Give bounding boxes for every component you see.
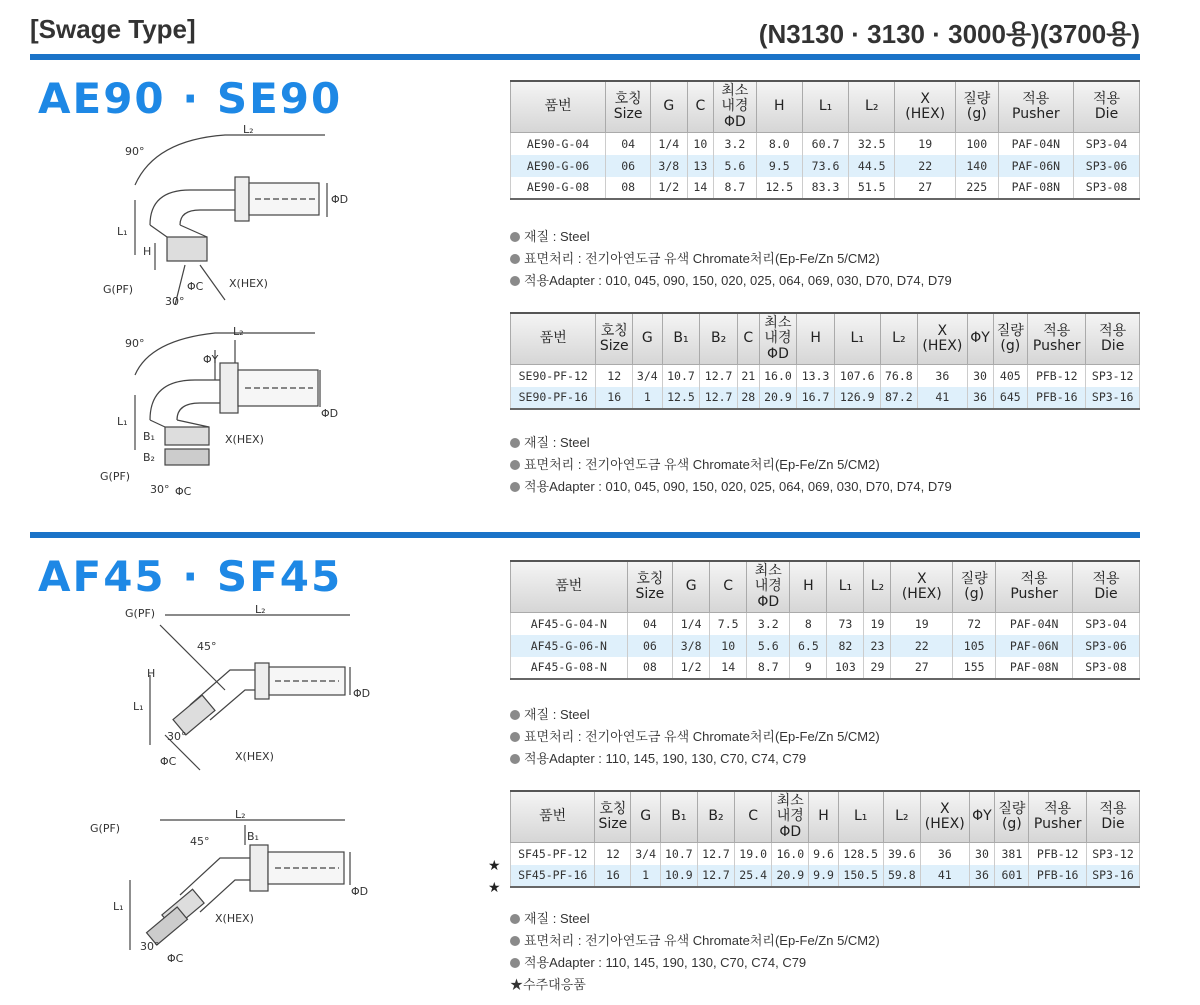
note-surface: 표면처리 : 전기아연도금 유색 Chromate처리(Ep-Fe/Zn 5/CM2) [510, 454, 952, 476]
column-header: 질량 (g) [953, 561, 996, 613]
label-h: H [147, 667, 156, 680]
note-adapter: 적용Adapter : 110, 145, 190, 130, C70, C74, C79 [510, 748, 880, 770]
table-cell: SP3-08 [1073, 657, 1140, 679]
label-phi-c: ΦC [167, 952, 184, 965]
compatibility-label: (N3130 · 3130 · 3000용)(3700용) [758, 19, 1140, 49]
column-header: C [737, 313, 759, 365]
label-g-pf: G(PF) [103, 283, 134, 296]
table-cell: 107.6 [834, 365, 880, 387]
table-cell: AE90-G-06 [511, 155, 606, 177]
table-cell: 10.7 [662, 365, 700, 387]
table-row [511, 657, 1140, 679]
label-x-hex: X(HEX) [229, 277, 268, 290]
column-header: 질량 (g) [956, 81, 999, 133]
table-cell: 82 [827, 635, 864, 657]
note-adapter: 적용Adapter : 010, 045, 090, 150, 020, 025, 064, 069, 030, D70, D74, D79 [510, 476, 952, 498]
table-cell: 5.6 [714, 155, 757, 177]
table-cell: 29 [864, 657, 891, 679]
table-cell: 30 [969, 843, 995, 865]
bullet-icon [510, 254, 520, 264]
table-cell: 3/8 [673, 635, 710, 657]
column-header: L₂ [880, 313, 918, 365]
label-x-hex: X(HEX) [225, 433, 264, 446]
table-cell: 12.5 [756, 177, 802, 199]
bullet-icon [510, 754, 520, 764]
table-cell: 12 [595, 843, 631, 865]
table-cell: PAF-06N [996, 635, 1073, 657]
table-cell: PAF-06N [998, 155, 1074, 177]
note-material: 재질 : Steel [510, 704, 880, 726]
table-cell: 12.7 [700, 387, 738, 409]
table-cell: 73.6 [802, 155, 848, 177]
table-row [511, 613, 1140, 635]
table-cell: 28 [737, 387, 759, 409]
table-cell: 25.4 [735, 865, 772, 887]
column-header: G [631, 791, 660, 843]
column-header: 호칭 Size [595, 791, 631, 843]
table-cell: SP3-04 [1073, 613, 1140, 635]
table-cell: 1/2 [673, 657, 710, 679]
table-cell: 41 [920, 865, 969, 887]
section-divider [30, 54, 1140, 60]
table-cell: 83.3 [802, 177, 848, 199]
sf45-spec-table [510, 790, 1140, 888]
table-cell: 21 [737, 365, 759, 387]
table-row [511, 155, 1140, 177]
column-header: 적용 Die [1074, 81, 1140, 133]
column-header: B₂ [700, 313, 738, 365]
column-header: X (HEX) [918, 313, 967, 365]
table-cell: 10 [710, 635, 747, 657]
note-surface: 표면처리 : 전기아연도금 유색 Chromate처리(Ep-Fe/Zn 5/CM2) [510, 248, 952, 270]
table-cell: 20.9 [759, 387, 797, 409]
column-header: 호칭 Size [596, 313, 633, 365]
column-header: G [632, 313, 662, 365]
table-cell: SP3-08 [1074, 177, 1140, 199]
column-header: G [673, 561, 710, 613]
table-cell: 36 [920, 843, 969, 865]
table-cell: 04 [606, 133, 651, 155]
column-header: ΦY [967, 313, 993, 365]
sf45-notes [510, 908, 880, 996]
table-cell: 12.7 [700, 365, 738, 387]
table-cell: PAF-08N [998, 177, 1074, 199]
table-cell: 22 [891, 635, 953, 657]
section-title-ae90-se90: AE90 · SE90 [38, 74, 343, 123]
column-header: B₂ [697, 791, 734, 843]
table-cell: 3.2 [747, 613, 790, 635]
column-header: 품번 [511, 791, 595, 843]
table-cell: 19 [895, 133, 956, 155]
table-cell: 16 [596, 387, 633, 409]
column-header: B₁ [662, 313, 700, 365]
column-header: L₂ [849, 81, 895, 133]
af45-spec-table [510, 560, 1140, 680]
column-header: ΦY [969, 791, 995, 843]
column-header: 적용 Pusher [1029, 791, 1087, 843]
table-cell: 1/4 [651, 133, 687, 155]
label-b2: B₂ [143, 451, 155, 464]
table-cell: 20.9 [772, 865, 809, 887]
af45-drawing [105, 605, 375, 785]
table-cell: 1 [632, 387, 662, 409]
column-header: 적용 Pusher [996, 561, 1073, 613]
column-header: L₁ [838, 791, 883, 843]
table-cell: 44.5 [849, 155, 895, 177]
table-cell: 10.7 [660, 843, 697, 865]
table-cell: AF45-G-04-N [511, 613, 628, 635]
note-order-made: ★수주대응품 [510, 977, 586, 992]
table-cell: 36 [918, 365, 967, 387]
table-cell: 30 [967, 365, 993, 387]
bullet-icon [510, 732, 520, 742]
table-cell: 140 [956, 155, 999, 177]
sf45-drawing [85, 800, 369, 970]
table-cell: 39.6 [883, 843, 920, 865]
column-header: 적용 Die [1086, 791, 1139, 843]
table-cell: 3/8 [651, 155, 687, 177]
bullet-icon [510, 438, 520, 448]
page-type-label: [Swage Type] [30, 14, 196, 44]
table-cell: PFB-12 [1028, 365, 1086, 387]
table-cell: SP3-06 [1073, 635, 1140, 657]
column-header: 질량 (g) [995, 791, 1029, 843]
column-header: C [710, 561, 747, 613]
table-cell: 04 [627, 613, 673, 635]
table-cell: 1 [631, 865, 660, 887]
column-header: 질량 (g) [993, 313, 1028, 365]
note-adapter: 적용Adapter : 110, 145, 190, 130, C70, C74, C79 [510, 952, 880, 974]
table-cell: SE90-PF-12 [511, 365, 596, 387]
table-cell: 16.7 [797, 387, 835, 409]
table-cell: 9.9 [809, 865, 838, 887]
table-cell: AE90-G-04 [511, 133, 606, 155]
table-cell: SP3-12 [1086, 843, 1139, 865]
star-mark: ★ [488, 880, 501, 896]
section-title-af45-sf45: AF45 · SF45 [38, 552, 343, 601]
table-cell: AF45-G-06-N [511, 635, 628, 657]
table-cell: 19 [864, 613, 891, 635]
label-30deg: 30° [150, 483, 170, 496]
label-l2: L₂ [233, 325, 244, 338]
label-l2: L₂ [235, 808, 246, 821]
column-header: L₂ [864, 561, 891, 613]
table-cell: 60.7 [802, 133, 848, 155]
table-cell: SF45-PF-12 [511, 843, 595, 865]
label-l2: L₂ [243, 123, 254, 136]
table-cell: 225 [956, 177, 999, 199]
label-h: H [143, 245, 152, 258]
column-header: L₁ [834, 313, 880, 365]
bullet-icon [510, 276, 520, 286]
table-cell: AE90-G-08 [511, 177, 606, 199]
table-cell: 76.8 [880, 365, 918, 387]
table-cell: 06 [606, 155, 651, 177]
note-surface: 표면처리 : 전기아연도금 유색 Chromate처리(Ep-Fe/Zn 5/CM2) [510, 930, 880, 952]
column-header: X (HEX) [891, 561, 953, 613]
column-header: X (HEX) [920, 791, 969, 843]
table-cell: 14 [687, 177, 714, 199]
se90-drawing [95, 325, 355, 510]
note-material: 재질 : Steel [510, 432, 952, 454]
table-cell: 13.3 [797, 365, 835, 387]
column-header: H [790, 561, 827, 613]
column-header: 적용 Pusher [1028, 313, 1086, 365]
table-cell: 72 [953, 613, 996, 635]
label-l1: L₁ [117, 225, 128, 238]
table-cell: 155 [953, 657, 996, 679]
label-l1: L₁ [113, 900, 124, 913]
table-cell: 9.6 [809, 843, 838, 865]
label-phi-y: ΦY [203, 353, 219, 366]
table-cell: 73 [827, 613, 864, 635]
table-cell: 41 [918, 387, 967, 409]
label-45deg: 45° [197, 640, 217, 653]
column-header: 품번 [511, 313, 596, 365]
table-cell: 16.0 [772, 843, 809, 865]
table-cell: 19 [891, 613, 953, 635]
table-cell: 23 [864, 635, 891, 657]
table-cell: PFB-12 [1029, 843, 1087, 865]
bullet-icon [510, 710, 520, 720]
label-l1: L₁ [133, 700, 144, 713]
note-material: 재질 : Steel [510, 226, 952, 248]
label-90deg: 90° [125, 145, 145, 158]
table-cell: 9.5 [756, 155, 802, 177]
table-cell: 08 [627, 657, 673, 679]
table-cell: PAF-08N [996, 657, 1073, 679]
table-cell: 3/4 [631, 843, 660, 865]
table-cell: 100 [956, 133, 999, 155]
table-cell: SE90-PF-16 [511, 387, 596, 409]
column-header: B₁ [660, 791, 697, 843]
label-phi-d: ΦD [351, 885, 369, 898]
label-phi-c: ΦC [160, 755, 177, 768]
table-row [511, 177, 1140, 199]
table-cell: 150.5 [838, 865, 883, 887]
table-row [511, 133, 1140, 155]
label-phi-c: ΦC [175, 485, 192, 498]
column-header: H [756, 81, 802, 133]
table-row [511, 865, 1140, 887]
table-cell: 51.5 [849, 177, 895, 199]
column-header: 품번 [511, 561, 628, 613]
table-cell: 08 [606, 177, 651, 199]
column-header: 최소 내경 ΦD [747, 561, 790, 613]
table-cell: 8.7 [747, 657, 790, 679]
table-cell: 12 [596, 365, 633, 387]
table-cell: SP3-16 [1086, 865, 1139, 887]
se90-spec-table [510, 312, 1140, 410]
note-material: 재질 : Steel [510, 908, 880, 930]
table-cell: 128.5 [838, 843, 883, 865]
column-header: L₂ [883, 791, 920, 843]
table-cell: 10.9 [660, 865, 697, 887]
column-header: L₁ [802, 81, 848, 133]
table-cell: 3/4 [632, 365, 662, 387]
table-cell: PAF-04N [996, 613, 1073, 635]
table-cell: 27 [895, 177, 956, 199]
label-g-pf: G(PF) [100, 470, 131, 483]
table-cell: 12.7 [697, 865, 734, 887]
note-adapter: 적용Adapter : 010, 045, 090, 150, 020, 025, 064, 069, 030, D70, D74, D79 [510, 270, 952, 292]
label-phi-d: ΦD [353, 687, 371, 700]
label-phi-d: ΦD [321, 407, 339, 420]
table-row [511, 843, 1140, 865]
table-cell: 32.5 [849, 133, 895, 155]
label-b1: B₁ [247, 830, 259, 843]
table-cell: 12.5 [662, 387, 700, 409]
table-row [511, 387, 1140, 409]
label-g-pf: G(PF) [90, 822, 121, 835]
table-cell: SP3-16 [1086, 387, 1140, 409]
column-header: C [735, 791, 772, 843]
column-header: C [687, 81, 714, 133]
table-cell: SP3-04 [1074, 133, 1140, 155]
table-row [511, 365, 1140, 387]
table-cell: 3.2 [714, 133, 757, 155]
label-30deg: 30° [165, 295, 185, 308]
column-header: 호칭 Size [606, 81, 651, 133]
column-header: 적용 Pusher [998, 81, 1074, 133]
bullet-icon [510, 460, 520, 470]
table-cell: 5.6 [747, 635, 790, 657]
label-l1: L₁ [117, 415, 128, 428]
table-cell: 06 [627, 635, 673, 657]
table-cell: 59.8 [883, 865, 920, 887]
table-cell: 19.0 [735, 843, 772, 865]
column-header: 최소 내경 ΦD [772, 791, 809, 843]
column-header: 최소 내경 ΦD [759, 313, 797, 365]
table-cell: 87.2 [880, 387, 918, 409]
bullet-icon [510, 936, 520, 946]
table-cell: 8 [790, 613, 827, 635]
table-cell: AF45-G-08-N [511, 657, 628, 679]
table-cell: 7.5 [710, 613, 747, 635]
table-cell: 1/2 [651, 177, 687, 199]
column-header: G [651, 81, 687, 133]
column-header: L₁ [827, 561, 864, 613]
column-header: 적용 Die [1086, 313, 1140, 365]
table-cell: SP3-06 [1074, 155, 1140, 177]
label-x-hex: X(HEX) [235, 750, 274, 763]
table-cell: 13 [687, 155, 714, 177]
table-row [511, 635, 1140, 657]
ae90-notes [510, 226, 952, 292]
label-30deg: 30° [140, 940, 160, 953]
table-cell: PAF-04N [998, 133, 1074, 155]
table-cell: 22 [895, 155, 956, 177]
bullet-icon [510, 958, 520, 968]
column-header: 적용 Die [1073, 561, 1140, 613]
table-cell: 36 [969, 865, 995, 887]
label-phi-c: ΦC [187, 280, 204, 293]
bullet-icon [510, 914, 520, 924]
table-cell: 12.7 [697, 843, 734, 865]
table-cell: 14 [710, 657, 747, 679]
table-cell: SP3-12 [1086, 365, 1140, 387]
label-90deg: 90° [125, 337, 145, 350]
label-b1: B₁ [143, 430, 155, 443]
column-header: 품번 [511, 81, 606, 133]
table-cell: 36 [967, 387, 993, 409]
table-cell: 8.7 [714, 177, 757, 199]
table-cell: 105 [953, 635, 996, 657]
table-cell: 6.5 [790, 635, 827, 657]
column-header: H [797, 313, 835, 365]
table-cell: PFB-16 [1028, 387, 1086, 409]
section-divider [30, 532, 1140, 538]
table-cell: SF45-PF-16 [511, 865, 595, 887]
label-45deg: 45° [190, 835, 210, 848]
table-cell: 126.9 [834, 387, 880, 409]
column-header: 최소 내경 ΦD [714, 81, 757, 133]
table-cell: 27 [891, 657, 953, 679]
table-cell: PFB-16 [1029, 865, 1087, 887]
star-mark: ★ [488, 858, 501, 874]
label-phi-d: ΦD [331, 193, 349, 206]
table-cell: 8.0 [756, 133, 802, 155]
af45-notes [510, 704, 880, 770]
table-cell: 645 [993, 387, 1028, 409]
table-cell: 601 [995, 865, 1029, 887]
table-cell: 10 [687, 133, 714, 155]
column-header: 호칭 Size [627, 561, 673, 613]
bullet-icon [510, 482, 520, 492]
se90-notes [510, 432, 952, 498]
table-cell: 9 [790, 657, 827, 679]
ae90-spec-table [510, 80, 1140, 200]
table-cell: 16 [595, 865, 631, 887]
column-header: H [809, 791, 838, 843]
table-cell: 1/4 [673, 613, 710, 635]
ae90-drawing [95, 125, 355, 320]
label-30deg: 30° [167, 730, 187, 743]
bullet-icon [510, 232, 520, 242]
table-cell: 405 [993, 365, 1028, 387]
label-g-pf: G(PF) [125, 607, 156, 620]
table-cell: 381 [995, 843, 1029, 865]
table-cell: 16.0 [759, 365, 797, 387]
table-cell: 103 [827, 657, 864, 679]
column-header: X (HEX) [895, 81, 956, 133]
label-l2: L₂ [255, 603, 266, 616]
label-x-hex: X(HEX) [215, 912, 254, 925]
note-surface: 표면처리 : 전기아연도금 유색 Chromate처리(Ep-Fe/Zn 5/CM2) [510, 726, 880, 748]
